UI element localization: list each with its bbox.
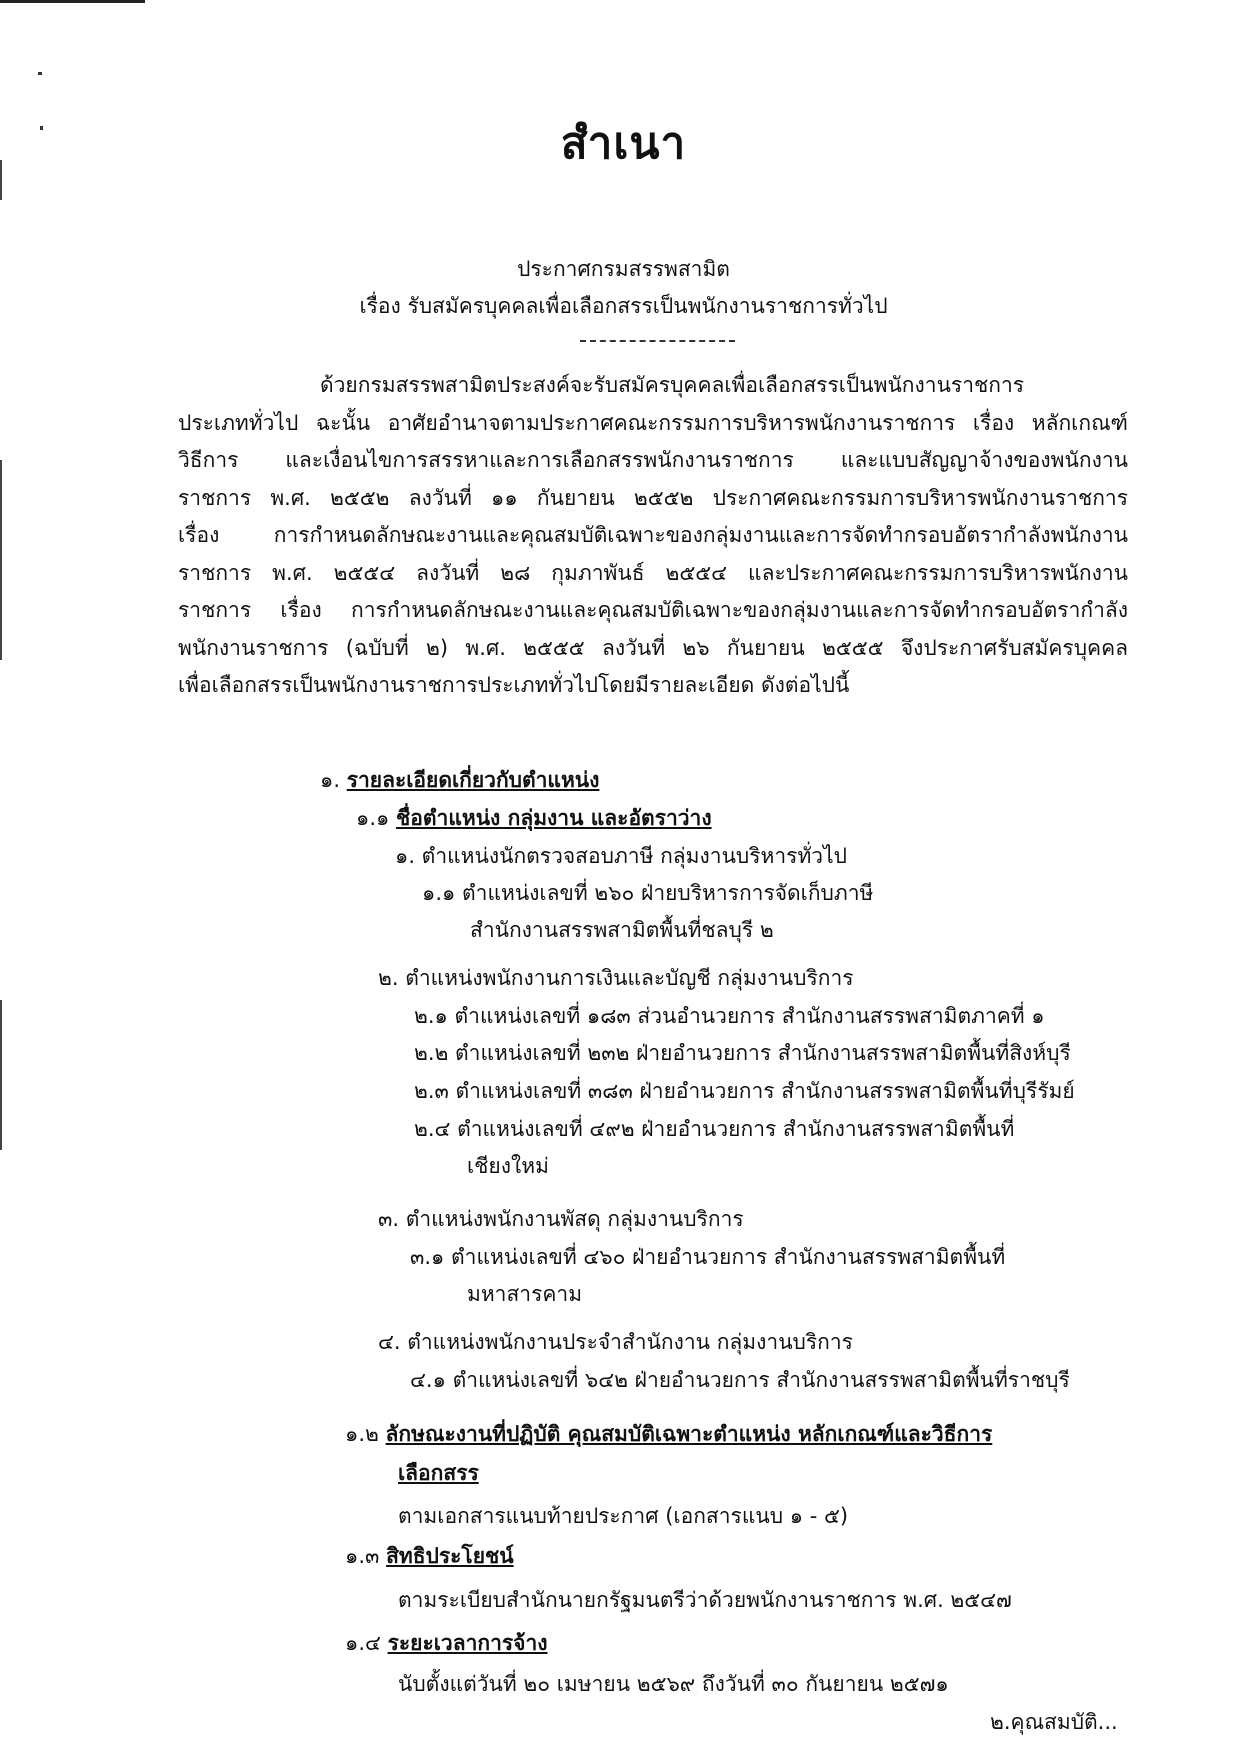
subsection-title: ระยะเวลาการจ้าง <box>387 1631 548 1655</box>
announcement-subject: เรื่อง รับสมัครบุคคลเพื่อเลือกสรรเป็นพนักงานราชการทั่วไป <box>359 294 888 318</box>
subsection-title: ชื่อตำแหน่ง กลุ่มงาน และอัตราว่าง <box>396 806 712 830</box>
position-item: ๒. ตำแหน่งพนักงานการเงินและบัญชี กลุ่มงานบริการ <box>378 966 854 990</box>
intro-line: เรื่อง การกำหนดลักษณะงานและคุณสมบัติเฉพาะของกลุ่มงานและการจัดทำกรอบอัตรากำลังพนักงาน <box>178 523 1128 547</box>
subsection-number: ๑.๓ <box>345 1544 380 1568</box>
position-item: ๓. ตำแหน่งพนักงานพัสดุ กลุ่มงานบริการ <box>378 1207 744 1231</box>
copy-mark: สำเนา <box>560 118 687 169</box>
intro-line: ราชการ พ.ศ. ๒๕๕๔ ลงวันที่ ๒๘ กุมภาพันธ์ ๒๕๕๔ และประกาศคณะกรรมการบริหารพนักงาน <box>178 560 1128 585</box>
section-1-heading <box>320 764 599 797</box>
subsection-title: ลักษณะงานที่ปฏิบัติ คุณสมบัติเฉพาะตำแหน่ง หลักเกณฑ์และวิธีการ <box>385 1422 993 1446</box>
subsection-1-2-heading <box>345 1418 992 1451</box>
subsection-1-2-heading-cont <box>398 1457 479 1490</box>
intro-line: ราชการ เรื่อง การกำหนดลักษณะงานและคุณสมบัติเฉพาะของกลุ่มงานและการจัดทำกรอบอัตรากำลัง <box>178 598 1128 622</box>
position-detail: สำนักงานสรรพสามิตพื้นที่ชลบุรี ๒ <box>470 918 774 942</box>
position-item: ๔. ตำแหน่งพนักงานประจำสำนักงาน กลุ่มงานบริการ <box>378 1330 853 1354</box>
position-detail: ๒.๒ ตำแหน่งเลขที่ ๒๓๒ ฝ่ายอำนวยการ สำนักงานสรรพสามิตพื้นที่สิงห์บุรี <box>414 1041 1071 1065</box>
subsection-body: ตามระเบียบสำนักนายกรัฐมนตรีว่าด้วยพนักงานราชการ พ.ศ. ๒๕๔๗ <box>398 1588 1012 1612</box>
position-detail: เชียงใหม่ <box>467 1154 549 1178</box>
announcement-issuer: ประกาศกรมสรรพสามิต <box>517 257 730 281</box>
intro-paragraph <box>178 367 1128 705</box>
position-detail: ๒.๔ ตำแหน่งเลขที่ ๔๙๒ ฝ่ายอำนวยการ สำนักงานสรรพสามิตพื้นที่ <box>414 1117 1015 1141</box>
scan-artifact <box>0 1000 2 1150</box>
subsection-title: สิทธิประโยชน์ <box>386 1544 514 1568</box>
scan-artifact <box>0 0 145 3</box>
intro-line: พนักงานราชการ (ฉบับที่ ๒) พ.ศ. ๒๕๕๕ ลงวันที่ ๒๖ กันยายน ๒๕๕๕ จึงประกาศรับสมัครบุคคล <box>178 635 1128 660</box>
subsection-number: ๑.๑ <box>356 806 390 830</box>
subsection-title: เลือกสรร <box>398 1461 479 1485</box>
scan-artifact <box>0 460 2 660</box>
section-number: ๑. <box>320 768 341 792</box>
section-title: รายละเอียดเกี่ยวกับตำแหน่ง <box>346 768 600 792</box>
position-detail: ๒.๑ ตำแหน่งเลขที่ ๑๘๓ ส่วนอำนวยการ สำนักงานสรรพสามิตภาคที่ ๑ <box>414 1004 1045 1028</box>
intro-line: วิธีการ และเงื่อนไขการสรรหาและการเลือกสรรพนักงานราชการ และแบบสัญญาจ้างของพนักงาน <box>178 448 1128 472</box>
intro-line: ราชการ พ.ศ. ๒๕๕๒ ลงวันที่ ๑๑ กันยายน ๒๕๕๒ ประกาศคณะกรรมการบริหารพนักงานราชการ <box>178 485 1128 510</box>
subsection-1-4-heading <box>345 1627 548 1660</box>
position-detail: ๔.๑ ตำแหน่งเลขที่ ๖๔๒ ฝ่ายอำนวยการ สำนักงานสรรพสามิตพื้นที่ราชบุรี <box>410 1368 1070 1392</box>
separator-rule <box>580 340 735 342</box>
subsection-number: ๑.๒ <box>345 1422 379 1446</box>
position-item: ๑. ตำแหน่งนักตรวจสอบภาษี กลุ่มงานบริหารทั่วไป <box>395 844 847 868</box>
intro-line: เพื่อเลือกสรรเป็นพนักงานราชการประเภททั่วไปโดยมีรายละเอียด ดังต่อไปนี้ <box>178 673 850 697</box>
subsection-1-1-heading <box>356 802 712 835</box>
position-detail: ๒.๓ ตำแหน่งเลขที่ ๓๘๓ ฝ่ายอำนวยการ สำนักงานสรรพสามิตพื้นที่บุรีรัมย์ <box>414 1079 1075 1103</box>
position-detail: ๓.๑ ตำแหน่งเลขที่ ๔๖๐ ฝ่ายอำนวยการ สำนักงานสรรพสามิตพื้นที่ <box>410 1245 1006 1269</box>
subsection-body: นับตั้งแต่วันที่ ๒๐ เมษายน ๒๕๖๙ ถึงวันที่ ๓๐ กันยายน ๒๕๗๑ <box>398 1672 949 1696</box>
subsection-1-3-heading <box>345 1540 514 1573</box>
intro-line: ด้วยกรมสรรพสามิตประสงค์จะรับสมัครบุคคลเพื่อเลือกสรรเป็นพนักงานราชการ <box>320 373 1025 397</box>
position-detail: มหาสารคาม <box>467 1282 583 1306</box>
subsection-body: ตามเอกสารแนบท้ายประกาศ (เอกสารแนบ ๑ - ๕) <box>398 1504 849 1528</box>
subsection-number: ๑.๔ <box>345 1631 381 1655</box>
continuation-marker: ๒.คุณสมบัติ... <box>990 1710 1118 1734</box>
position-detail: ๑.๑ ตำแหน่งเลขที่ ๒๖๐ ฝ่ายบริหารการจัดเก็บภาษี <box>422 881 874 905</box>
scan-artifact <box>38 72 42 75</box>
intro-line: ประเภททั่วไป ฉะนั้น อาศัยอำนาจตามประกาศคณะกรรมการบริหารพนักงานราชการ เรื่อง หลักเกณฑ์ <box>178 410 1128 435</box>
